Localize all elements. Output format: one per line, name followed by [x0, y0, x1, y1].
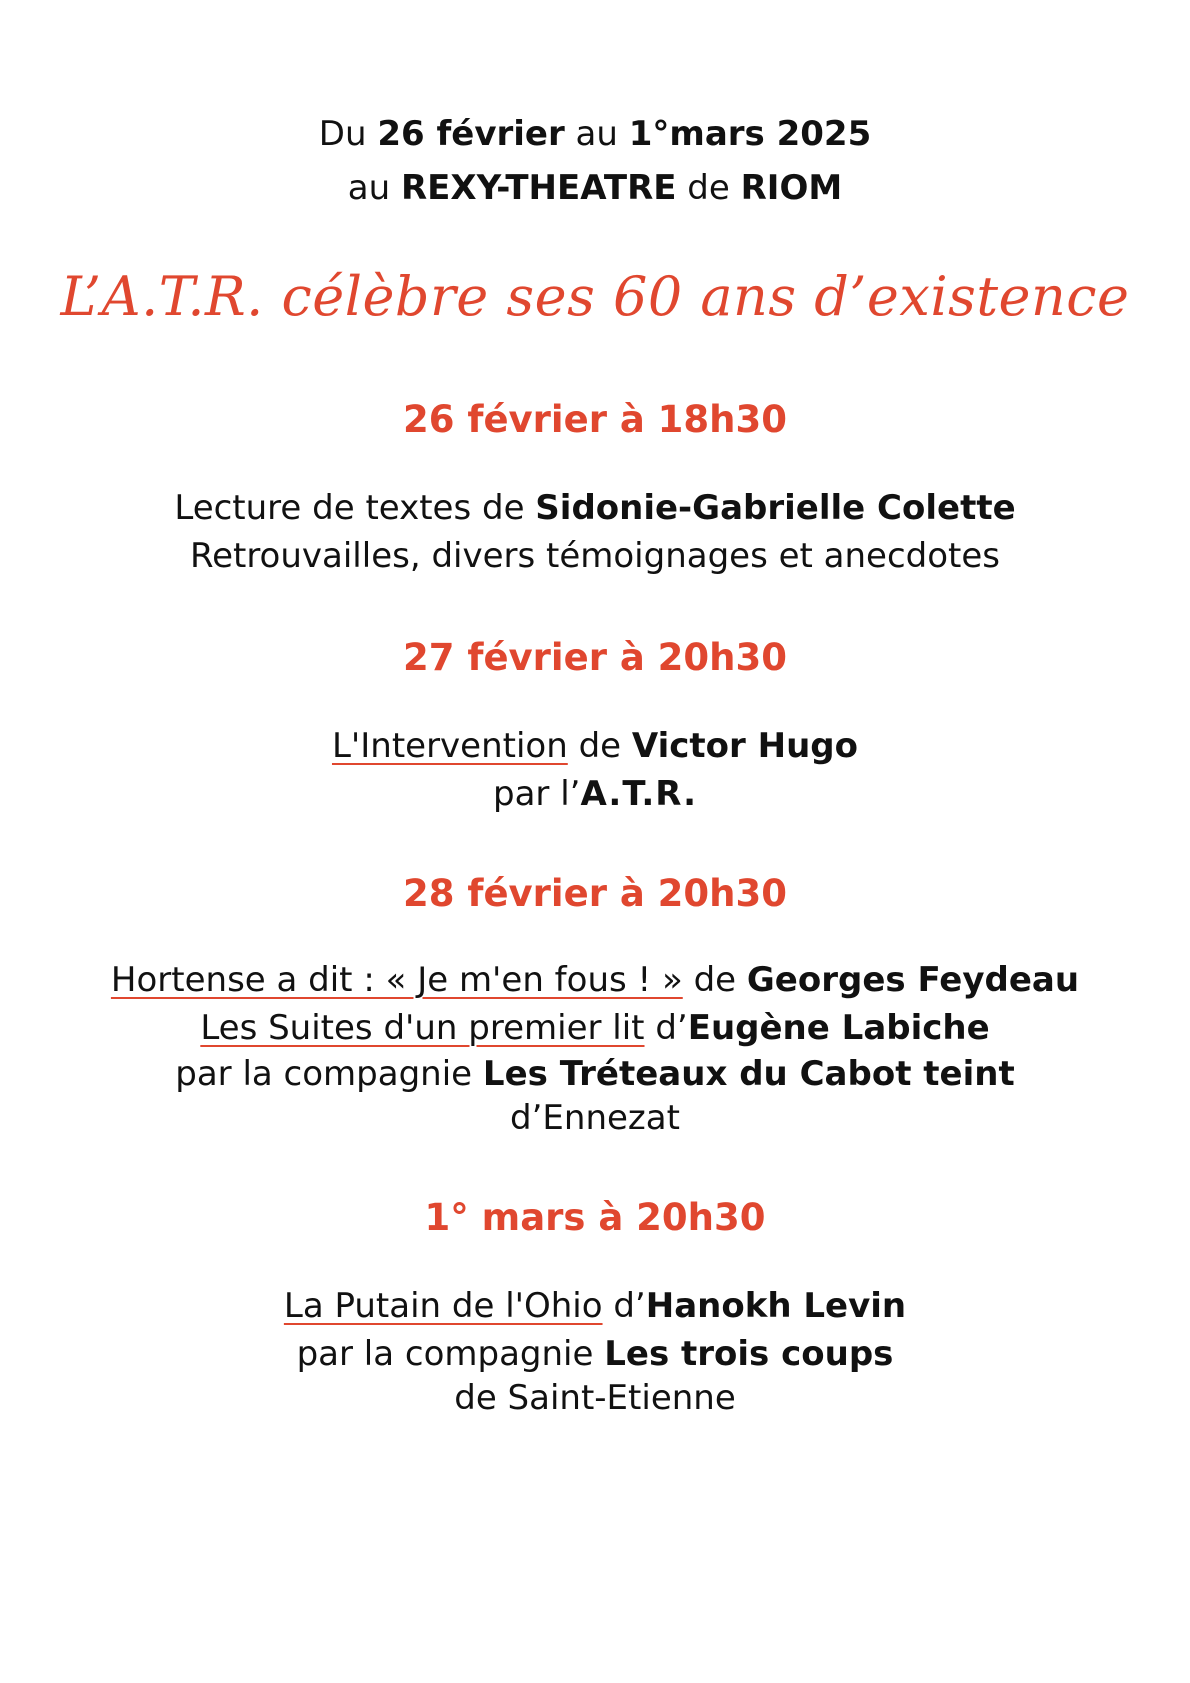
- event-3-author-2: Eugène Labiche: [687, 1008, 990, 1048]
- event-3-work-2: Les Suites d'un premier lit: [200, 1008, 645, 1048]
- page-title: L’A.T.R. célèbre ses 60 ans d’existence: [60, 265, 1130, 328]
- header-end-date: 1°mars 2025: [628, 114, 872, 154]
- venue-prefix: au: [347, 168, 401, 208]
- event-1-date: 26 février à 18h30: [402, 398, 787, 441]
- event-2-middle: de: [567, 726, 632, 766]
- header-dates-line: [0, 114, 1190, 154]
- event-3-line3: [0, 1054, 1190, 1094]
- event-3-company: Les Tréteaux du Cabot teint: [482, 1054, 1015, 1094]
- event-4-date: 1° mars à 20h30: [424, 1196, 766, 1239]
- event-1-line2: Retrouvailles, divers témoignages et anecdotes: [189, 536, 1001, 576]
- event-4-line1: [0, 1286, 1190, 1326]
- event-4-line3: de Saint-Etienne: [454, 1378, 736, 1418]
- event-3-line1: [0, 960, 1190, 1000]
- event-3-line4: d’Ennezat: [510, 1098, 680, 1138]
- event-4-author: Hanokh Levin: [645, 1286, 907, 1326]
- event-4-work: La Putain de l'Ohio: [283, 1286, 603, 1326]
- event-2-line1: [0, 726, 1190, 766]
- event-3-date: 28 février à 20h30: [402, 872, 787, 915]
- event-1-author: Sidonie-Gabrielle Colette: [535, 488, 1016, 528]
- header-venue-line: [0, 168, 1190, 208]
- event-2-date: 27 février à 20h30: [402, 636, 787, 679]
- venue-name: REXY-THEATRE: [400, 168, 677, 208]
- event-1-line1: [0, 488, 1190, 528]
- event-2-prefix: par l’: [492, 774, 581, 814]
- event-2-company: A.T.R.: [580, 774, 697, 814]
- venue-city: RIOM: [740, 168, 843, 208]
- header-prefix: Du: [318, 114, 378, 154]
- event-3-line2: [0, 1008, 1190, 1048]
- event-2-author: Victor Hugo: [631, 726, 859, 766]
- event-3-author-1: Georges Feydeau: [746, 960, 1080, 1000]
- event-4-company: Les trois coups: [604, 1334, 894, 1374]
- event-4-line2: [0, 1334, 1190, 1374]
- event-2-line2: [0, 774, 1190, 814]
- header-start-date: 26 février: [377, 114, 565, 154]
- event-4-middle: d’: [602, 1286, 646, 1326]
- event-4-prefix: par la compagnie: [296, 1334, 605, 1374]
- event-3-prefix: par la compagnie: [175, 1054, 483, 1094]
- event-3-work-1: Hortense a dit : « Je m'en fous ! »: [110, 960, 683, 1000]
- event-1-prefix: Lecture de textes de: [174, 488, 536, 528]
- event-3-middle-2: d’: [644, 1008, 688, 1048]
- event-2-work: L'Intervention: [331, 726, 568, 766]
- event-3-middle-1: de: [682, 960, 747, 1000]
- header-middle: au: [564, 114, 629, 154]
- venue-middle: de: [676, 168, 741, 208]
